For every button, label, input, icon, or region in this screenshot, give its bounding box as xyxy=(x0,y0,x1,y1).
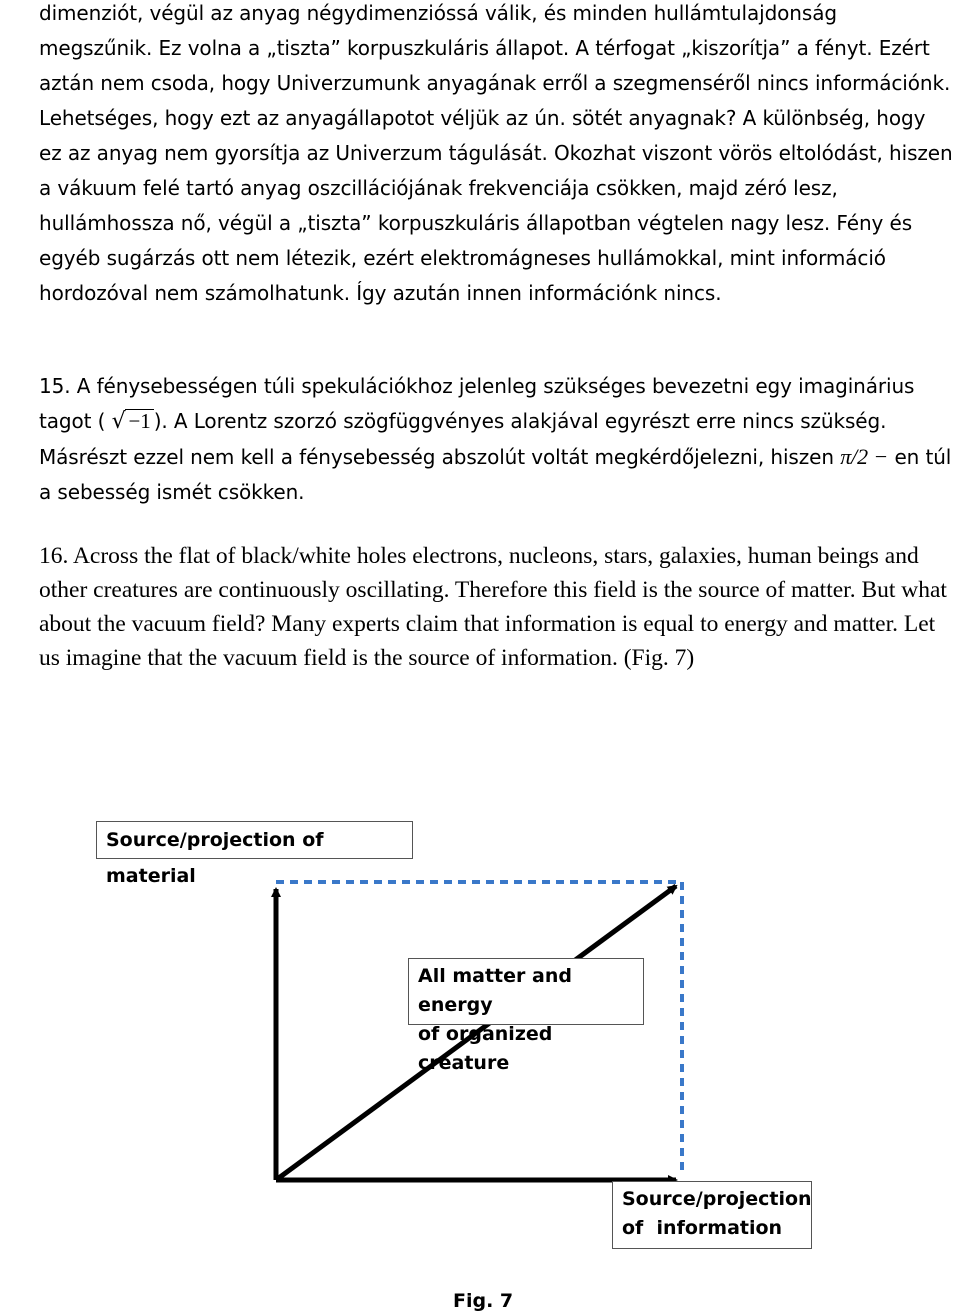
paragraph-15-mid: ). A Lorentz szorzó szögfüggvényes alakjával egyrészt erre nincs szükség. Másrészt ezzel nem kell a fénysebesség abszolút voltát megkérdőjelezni, hiszen xyxy=(39,409,887,469)
label-information-line-2: of information xyxy=(622,1217,783,1239)
figure-caption: Fig. 7 xyxy=(453,1290,514,1312)
radical-sign: √ xyxy=(111,409,126,434)
math-term: π/2 − xyxy=(840,444,889,469)
paragraph-16: 16. Across the flat of black/white holes electrons, nucleons, stars, galaxies, human beings and other creatures are continuously oscillating. Therefore this field is the source of matter. But what about the vacuum field? Many experts claim that information is equal to energy and matter. Let us imagine that the vacuum field is the source of information. (Fig. 7) xyxy=(39,543,947,671)
sqrt-radicand: −1 xyxy=(125,409,154,432)
label-source-material: Source/projection of material xyxy=(96,821,413,859)
paragraph-intro: dimenziót, végül az anyag négydimenzióssá válik, és minden hullámtulajdonság megszűnik. Ez volna a „tiszta” korpuszkuláris állapot. A térfogat „kiszorítja” a fényt. Ezért aztán nem csoda, hogy Univerzumunk anyagának erről a szegmenséről nincs információnk. Lehetséges, hogy ezt az anyagállapotot véljük az ún. sötét anyagnak? A különbség, hogy ez az anyag nem gyorsítja az Univerzum tágulását. Okozhat viszont vörös eltolódást, hiszen a vákuum felé tartó anyag oszcillációjának frekvenciája csökken, majd zéró lesz, hullámhossza nő, végül a „tiszta” korpuszkuláris állapotban végtelen nagy lesz. Fény és egyéb sugárzás ott nem létezik, ezért elektromágneses hullámokkal, mint információ hordozóval nem számolhatunk. Így azután innen információnk nincs. xyxy=(39,1,953,305)
paren-open: ( xyxy=(97,409,106,433)
label-organized-line-2: of organized creature xyxy=(418,1023,553,1074)
label-organized-line-1: All matter and energy xyxy=(418,965,572,1016)
label-source-information xyxy=(612,1181,812,1249)
paragraph-15-tail: en túl a sebesség ismét csökken. xyxy=(39,445,952,504)
paragraph-15-lead: 15. A fénysebességen túli spekulációkhoz jelenleg szükséges bevezetni egy imaginárius tagot xyxy=(39,374,915,433)
label-organized-creature xyxy=(408,958,644,1074)
label-information-line-1: Source/projection xyxy=(622,1188,812,1210)
